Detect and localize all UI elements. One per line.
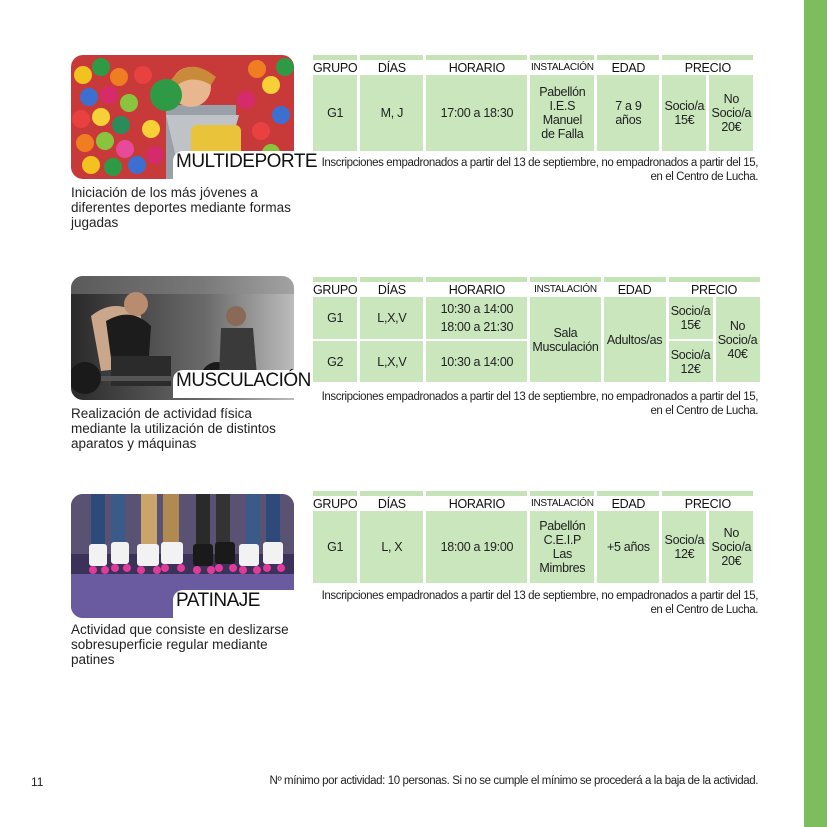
col-edad: EDAD bbox=[604, 277, 666, 297]
cell-precio-no-socio bbox=[709, 75, 753, 151]
note-line: Inscripciones empadronados a partir del 13 de septiembre, no empadronados a partir del 15, bbox=[321, 391, 758, 403]
activity-title: MUSCULACIÓN bbox=[176, 370, 311, 391]
cell-instalacion bbox=[530, 75, 594, 151]
registration-note bbox=[310, 589, 758, 617]
note-line: Inscripciones empadronados a partir del 13 de septiembre, no empadronados a partir del 15, bbox=[321, 157, 758, 169]
cell-horario bbox=[426, 341, 527, 382]
col-instalacion: INSTALACIÓN bbox=[530, 55, 594, 75]
instalacion-line: Musculación bbox=[532, 339, 599, 354]
col-dias: DÍAS bbox=[360, 491, 423, 511]
precio-line: Socio/a bbox=[717, 332, 758, 347]
cell-horario bbox=[426, 297, 527, 341]
precio-line: 40€ bbox=[727, 346, 748, 361]
precio-line: 12€ bbox=[674, 547, 695, 561]
precio-line: 15€ bbox=[674, 113, 695, 127]
note-line: en el Centro de Lucha. bbox=[650, 405, 758, 417]
col-edad: EDAD bbox=[597, 55, 659, 75]
instalacion-line: Pabellón bbox=[539, 519, 586, 533]
activity-description: Actividad que consiste en deslizarse sobresuperficie regular mediante patines bbox=[71, 622, 289, 667]
cell-instalacion bbox=[530, 511, 594, 583]
col-precio: PRECIO bbox=[669, 277, 760, 297]
precio-line: 20€ bbox=[721, 554, 742, 568]
schedule-table bbox=[310, 277, 763, 382]
horario-line: 10:30 a 14:00 bbox=[440, 354, 514, 369]
cell-dias: L, X bbox=[360, 511, 423, 583]
cell-edad bbox=[604, 297, 666, 382]
cell-dias: L,X,V bbox=[360, 297, 423, 341]
page-number: 11 bbox=[31, 775, 44, 789]
precio-line: 20€ bbox=[721, 120, 742, 134]
note-line: en el Centro de Lucha. bbox=[650, 604, 758, 616]
col-grupo: GRUPO bbox=[313, 277, 357, 297]
schedule-table bbox=[310, 491, 756, 583]
table-row bbox=[313, 511, 753, 583]
cell-grupo: G1 bbox=[313, 75, 357, 151]
cell-precio-socio bbox=[662, 511, 706, 583]
activity-title: MULTIDEPORTE bbox=[176, 151, 318, 172]
precio-line: Socio/a bbox=[664, 533, 705, 547]
precio-line: Socio/a bbox=[711, 540, 752, 554]
col-instalacion: INSTALACIÓN bbox=[530, 277, 600, 297]
edad-line: +5 años bbox=[606, 540, 650, 554]
note-line: en el Centro de Lucha. bbox=[650, 171, 758, 183]
cell-horario bbox=[426, 75, 527, 151]
edad-line: 7 a 9 bbox=[615, 99, 642, 113]
instalacion-line: Las Mimbres bbox=[539, 547, 586, 575]
instalacion-line: Sala bbox=[553, 325, 578, 340]
cell-precio-socio bbox=[669, 341, 713, 382]
cell-precio-socio bbox=[662, 75, 706, 151]
activity-description: Realización de actividad física mediante la utilización de distintos aparatos y máquinas bbox=[71, 406, 276, 451]
activity-description: Iniciación de los más jóvenes a diferentes deportes mediante formas jugadas bbox=[71, 185, 291, 230]
cell-horario bbox=[426, 511, 527, 583]
instalacion-line: de Falla bbox=[541, 127, 584, 141]
cell-instalacion bbox=[530, 297, 600, 382]
precio-line: Socio/a bbox=[664, 99, 705, 113]
cell-precio-socio bbox=[669, 297, 713, 341]
cell-dias: L,X,V bbox=[360, 341, 423, 382]
cell-grupo: G1 bbox=[313, 511, 357, 583]
precio-line: Socio/a bbox=[711, 106, 752, 120]
instalacion-line: Manuel bbox=[542, 113, 582, 127]
precio-line: 12€ bbox=[680, 361, 701, 376]
table-row bbox=[313, 297, 760, 341]
instalacion-line: Pabellón I.E.S bbox=[539, 85, 586, 113]
col-precio: PRECIO bbox=[662, 491, 753, 511]
cell-precio-no-socio bbox=[709, 511, 753, 583]
registration-note bbox=[310, 390, 758, 418]
edad-line: Adultos/as bbox=[606, 332, 663, 347]
note-line: Inscripciones empadronados a partir del 13 de septiembre, no empadronados a partir del 15, bbox=[321, 590, 758, 602]
cell-grupo: G2 bbox=[313, 341, 357, 382]
minimum-participants-note: Nº mínimo por actividad: 10 personas. Si no se cumple el mínimo se procederá a la baja de la actividad. bbox=[269, 775, 758, 787]
col-dias: DÍAS bbox=[360, 55, 423, 75]
cell-dias: M, J bbox=[360, 75, 423, 151]
edad-line: años bbox=[615, 113, 642, 127]
horario-line: 18:00 a 21:30 bbox=[440, 320, 514, 334]
col-edad: EDAD bbox=[597, 491, 659, 511]
col-dias: DÍAS bbox=[360, 277, 423, 297]
col-horario: HORARIO bbox=[426, 55, 527, 75]
col-grupo: GRUPO bbox=[313, 55, 357, 75]
horario-line: 17:00 a 18:30 bbox=[440, 106, 514, 120]
instalacion-line: C.E.I.P bbox=[543, 533, 582, 547]
precio-line: No bbox=[729, 318, 746, 333]
col-horario: HORARIO bbox=[426, 277, 527, 297]
precio-line: Socio/a bbox=[670, 347, 711, 362]
horario-line: 10:30 a 14:00 bbox=[440, 302, 514, 316]
table-row bbox=[313, 75, 753, 151]
col-horario: HORARIO bbox=[426, 491, 527, 511]
precio-line: 15€ bbox=[680, 318, 701, 332]
precio-line: No bbox=[723, 526, 740, 540]
side-accent-stripe bbox=[804, 0, 827, 827]
activity-title: PATINAJE bbox=[176, 590, 260, 611]
cell-precio-no-socio bbox=[716, 297, 760, 382]
schedule-table bbox=[310, 55, 756, 151]
col-precio: PRECIO bbox=[662, 55, 753, 75]
col-grupo: GRUPO bbox=[313, 491, 357, 511]
cell-grupo: G1 bbox=[313, 297, 357, 341]
precio-line: No bbox=[723, 92, 740, 106]
col-instalacion: INSTALACIÓN bbox=[530, 491, 594, 511]
cell-edad bbox=[597, 511, 659, 583]
horario-line: 18:00 a 19:00 bbox=[440, 540, 514, 554]
registration-note bbox=[310, 156, 758, 184]
precio-line: Socio/a bbox=[670, 304, 711, 318]
cell-edad bbox=[597, 75, 659, 151]
